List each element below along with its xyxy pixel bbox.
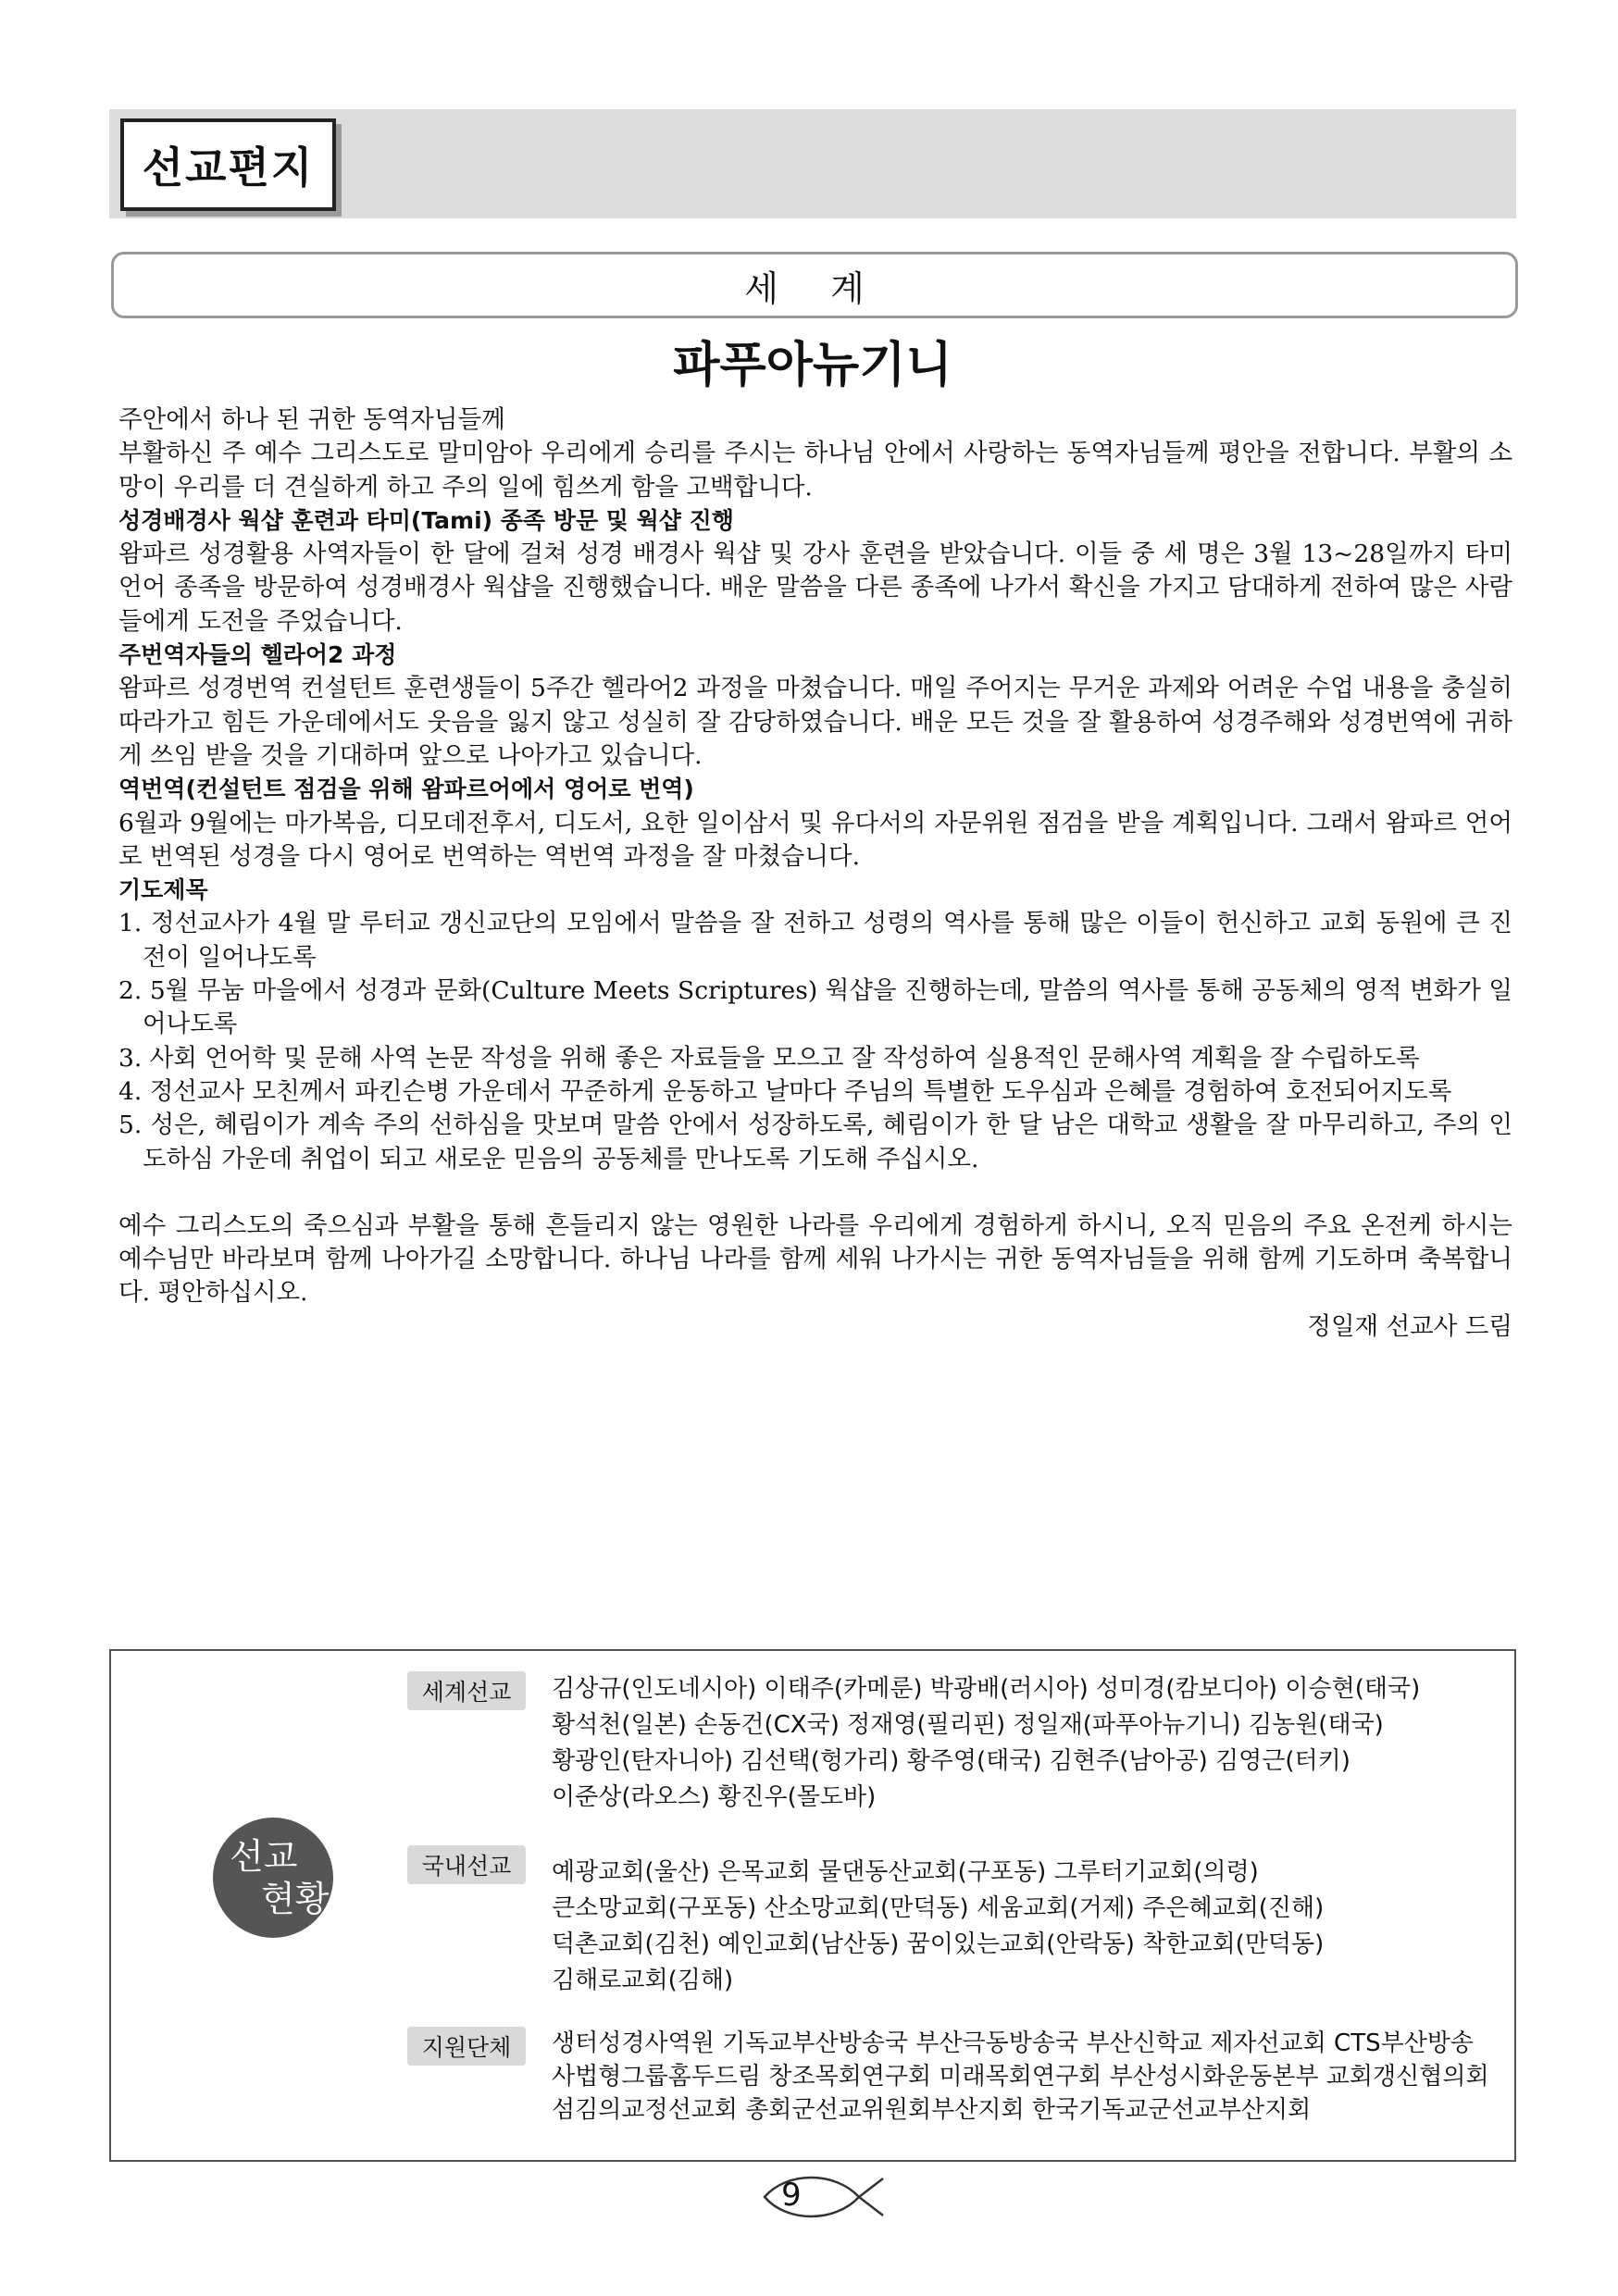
page-number: 9 xyxy=(781,2177,802,2214)
section-label: 선교편지 xyxy=(120,118,336,211)
support-org-list xyxy=(552,2027,1489,2127)
section-heading-1: 성경배경사 웍샵 훈련과 타미(Tami) 종족 방문 및 웍샵 진행 xyxy=(118,506,734,534)
paragraph-3: 6월과 9월에는 마가복음, 디모데전후서, 디도서, 요한 일이삼서 및 유다서의 자문위원 점검을 받을 계획입니다. 그래서 왐파르 언어로 번역된 성경을 다시 영어로 번역하는 역번역 과정을 잘 마쳤습니다. xyxy=(118,808,1512,871)
domestic-mission-list xyxy=(552,1845,1324,1999)
intro-paragraph: 부활하신 주 예수 그리스도로 말미암아 우리에게 승리를 주시는 하나님 안에서 사랑하는 동역자님들께 평안을 전합니다. 부활의 소망이 우리를 더 견실하게 하고 주의 일에 힘쓰게 함을 고백합니다. xyxy=(118,439,1512,502)
signature: 정일재 선교사 드림 xyxy=(1307,1311,1512,1341)
page-number-badge xyxy=(759,2169,889,2225)
prayer-list xyxy=(118,907,1512,1175)
country-title: 파푸아뉴기니 xyxy=(673,338,952,393)
badge-line-1: 선교 xyxy=(230,1836,298,1877)
domestic-mission-tag: 국내선교 xyxy=(407,1845,526,1884)
world-mission-group xyxy=(407,1671,1500,1816)
mission-status-box xyxy=(109,1649,1516,2162)
list-line: 황석천(일본) 손동건(CX국) 정재영(필리핀) 정일재(파푸아뉴기니) 김농원(태국) xyxy=(552,1711,1384,1739)
domestic-mission-group xyxy=(407,1845,1500,1999)
prayer-item: 1. 정선교사가 4월 말 루터교 갱신교단의 모임에서 말씀을 잘 전하고 성령의 역사를 통해 많은 이들이 헌신하고 교회 동원에 큰 진전이 일어나도록 xyxy=(118,909,1512,972)
world-mission-tag: 세계선교 xyxy=(407,1671,526,1710)
list-line: 이준상(라오스) 황진우(몰도바) xyxy=(552,1783,877,1811)
support-org-tag: 지원단체 xyxy=(407,2027,526,2066)
prayer-heading: 기도제목 xyxy=(118,876,208,904)
letter-body xyxy=(118,403,1512,1344)
region-title: 세 계 xyxy=(111,252,1518,318)
list-line: 덕촌교회(김천) 예인교회(남산동) 꿈이있는교회(안락동) 착한교회(만덕동) xyxy=(552,1930,1325,1958)
list-line: 섬김의교정선교회 총회군선교위원회부산지회 한국기독교군선교부산지회 xyxy=(552,2096,1312,2124)
support-org-group xyxy=(407,2027,1500,2127)
list-line: 큰소망교회(구포동) 산소망교회(만덕동) 세움교회(거제) 주은혜교회(진해) xyxy=(552,1894,1325,1922)
mission-status-badge xyxy=(213,1818,333,1938)
world-mission-list xyxy=(552,1671,1420,1816)
list-line: 예광교회(울산) 은목교회 물댄동산교회(구포동) 그루터기교회(의령) xyxy=(552,1858,1259,1886)
paragraph-1: 왐파르 성경활용 사역자들이 한 달에 걸쳐 성경 배경사 웍샵 및 강사 훈련을 받았습니다. 이들 중 세 명은 3월 13~28일까지 타미 언어 종족을 방문하여 성경배경사 웍샵을 진행했습니다. 배운 말씀을 다른 종족에 나가서 확신을 가지고 담대하게 전하여 많은 사람들에게 도전을 주었습니다. xyxy=(118,540,1512,636)
prayer-item: 2. 5월 무눔 마을에서 성경과 문화(Culture Meets Scriptures) 웍샵을 진행하는데, 말씀의 역사를 통해 공동체의 영적 변화가 일어나도록 xyxy=(118,976,1512,1039)
paragraph-2: 왐파르 성경번역 컨설턴트 훈련생들이 5주간 헬라어2 과정을 마쳤습니다. 매일 주어지는 무거운 과제와 어려운 수업 내용을 충실히 따라가고 힘든 가운데에서도 웃음을 잃지 않고 성실히 잘 감당하였습니다. 배운 모든 것을 잘 활용하여 성경주해와 성경번역에 귀하게 쓰임 받을 것을 기대하며 앞으로 나아가고 있습니다. xyxy=(118,674,1512,770)
list-line: 김상규(인도네시아) 이태주(카메룬) 박광배(러시아) 성미경(캄보디아) 이승현(태국) xyxy=(552,1675,1421,1703)
closing-paragraph: 예수 그리스도의 죽으심과 부활을 통해 흔들리지 않는 영원한 나라를 우리에게 경험하게 하시니, 오직 믿음의 주요 온전케 하시는 예수님만 바라보며 함께 나아가길 소망합니다. 하나님 나라를 함께 세워 나가시는 귀한 동역자님들을 위해 함께 기도하며 축복합니다. 평안하십시오. xyxy=(118,1210,1512,1308)
prayer-item: 4. 정선교사 모친께서 파킨슨병 가운데서 꾸준하게 운동하고 날마다 주님의 특별한 도우심과 은혜를 경험하여 호전되어지도록 xyxy=(118,1076,1452,1106)
prayer-item: 3. 사회 언어학 및 문해 사역 논문 작성을 위해 좋은 자료들을 모으고 잘 작성하여 실용적인 문해사역 계획을 잘 수립하도록 xyxy=(118,1043,1420,1073)
prayer-item: 5. 성은, 혜림이가 계속 주의 선하심을 맛보며 말씀 안에서 성장하도록, 혜림이가 한 달 남은 대학교 생활을 잘 마무리하고, 주의 인도하심 가운데 취업이 되고 새로운 믿음의 공동체를 만나도록 기도해 주십시오. xyxy=(118,1111,1512,1173)
fish-icon xyxy=(759,2169,889,2225)
greeting: 주안에서 하나 된 귀한 동역자님들께 xyxy=(118,405,505,434)
list-line: 생터성경사역원 기독교부산방송국 부산극동방송국 부산신학교 제자선교회 CTS부산방송 xyxy=(552,2029,1475,2057)
list-line: 황광인(탄자니아) 김선택(헝가리) 황주영(태국) 김현주(남아공) 김영근(터키) xyxy=(552,1747,1350,1775)
section-heading-3: 역번역(컨설턴트 점검을 위해 왐파르어에서 영어로 번역) xyxy=(118,776,694,803)
list-line: 김해로교회(김해) xyxy=(552,1967,734,1994)
section-heading-2: 주번역자들의 헬라어2 과정 xyxy=(118,641,397,669)
list-line: 사법형그룹홈두드림 창조목회연구회 미래목회연구회 부산성시화운동본부 교회갱신협의회 xyxy=(552,2063,1489,2091)
badge-line-2: 현황 xyxy=(261,1879,330,1919)
